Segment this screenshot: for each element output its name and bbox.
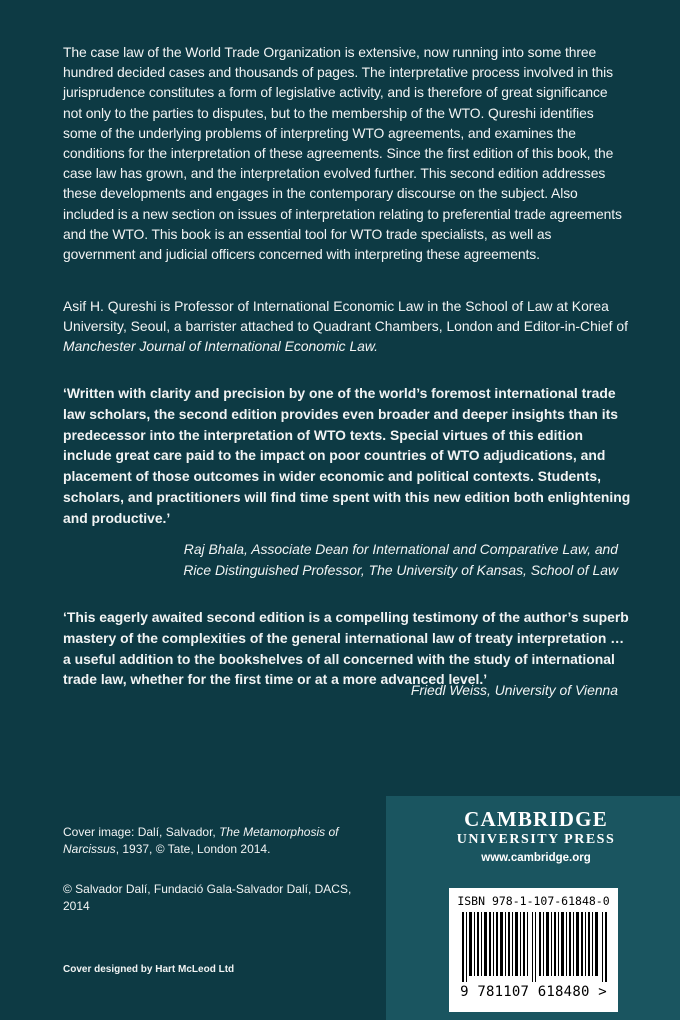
attribution-1-line-1: Raj Bhala, Associate Dean for International and Comparative Law, and [183, 541, 618, 557]
publisher-name-line-1: CAMBRIDGE [464, 807, 608, 831]
author-bio [63, 296, 633, 357]
endorsement-quote-1: ‘Written with clarity and precision by one of the world’s foremost international trade law scholars, the second edition provides even broader and deeper insights than its predecessor into the interpretation of WTO texts. Special virtues of this edition include great care paid to the impact on poor countries of WTO adjudications, and placement of those outcomes in wider economic and political contexts. Students, scholars, and practitioners will find time spent with this new edition both enlightening and productive.’ [63, 385, 631, 526]
endorsement-attribution-2: Friedl Weiss, University of Vienna [410, 682, 618, 698]
attribution-1-line-2: Rice Distinguished Professor, The University of Kansas, School of Law [183, 561, 618, 578]
publisher-name-line-2: UNIVERSITY PRESS [456, 832, 616, 847]
journal-title: Manchester Journal of International Economic Law. [63, 338, 379, 355]
endorsement-quote-2: ‘This eagerly awaited second edition is a compelling testimony of the author’s superb mastery of the complexities of the general international law of treaty interpretation … a useful addition to the bookshelves of all concerned with the study of international trade law, whether for the first time or at a more advanced level.’ [63, 609, 629, 688]
endorsement-attribution-1 [58, 539, 618, 581]
barcode-digits: 9 781107 618480 > [460, 984, 607, 1000]
description-blurb: The case law of the World Trade Organization is extensive, now running into some three hundred decided cases and thousands of pages. The interpretative process involved in this jurisprudence constitutes a form of legislative activity, and is therefore of great significance not only to the parties to disputes, but to the membership of the WTO. Qureshi identifies some of the underlying problems of interpreting WTO agreements, and examines the conditions for the interpretation of these agreements. Since the first edition of this book, the case law has grown, and the interpretation evolved further. This second edition addresses these developments and engages in the contemporary discourse on the subject. Also included is a new section on issues of interpretation relating to preferential trade agreements and the WTO. This book is an essential tool for WTO trade specialists, as well as government and judicial officers concerned with interpreting these agreements. [63, 44, 622, 263]
artwork-title: The Metamorphosis of Narcissus [63, 825, 339, 856]
cover-credit-prefix: Cover image: Dalí, Salvador, [63, 825, 220, 839]
author-bio-text: Asif H. Qureshi is Professor of International Economic Law in the School of Law at Korea University, Seoul, a barrister attached to Quadrant Chambers, London and Editor-in-Chief of [63, 298, 628, 335]
isbn-label: ISBN 978-1-107-61848-0 [457, 894, 610, 908]
cover-image-credit [63, 824, 363, 858]
barcode-icon [462, 912, 612, 982]
copyright-notice: © Salvador Dalí, Fundació Gala-Salvador Dalí, DACS, 2014 [63, 882, 352, 913]
cover-designer-credit: Cover designed by Hart McLeod Ltd [63, 964, 235, 975]
publisher-logo [451, 807, 621, 848]
publisher-url: www.cambridge.org [481, 852, 591, 864]
cover-credit-suffix: , 1937, © Tate, London 2014. [115, 842, 271, 856]
